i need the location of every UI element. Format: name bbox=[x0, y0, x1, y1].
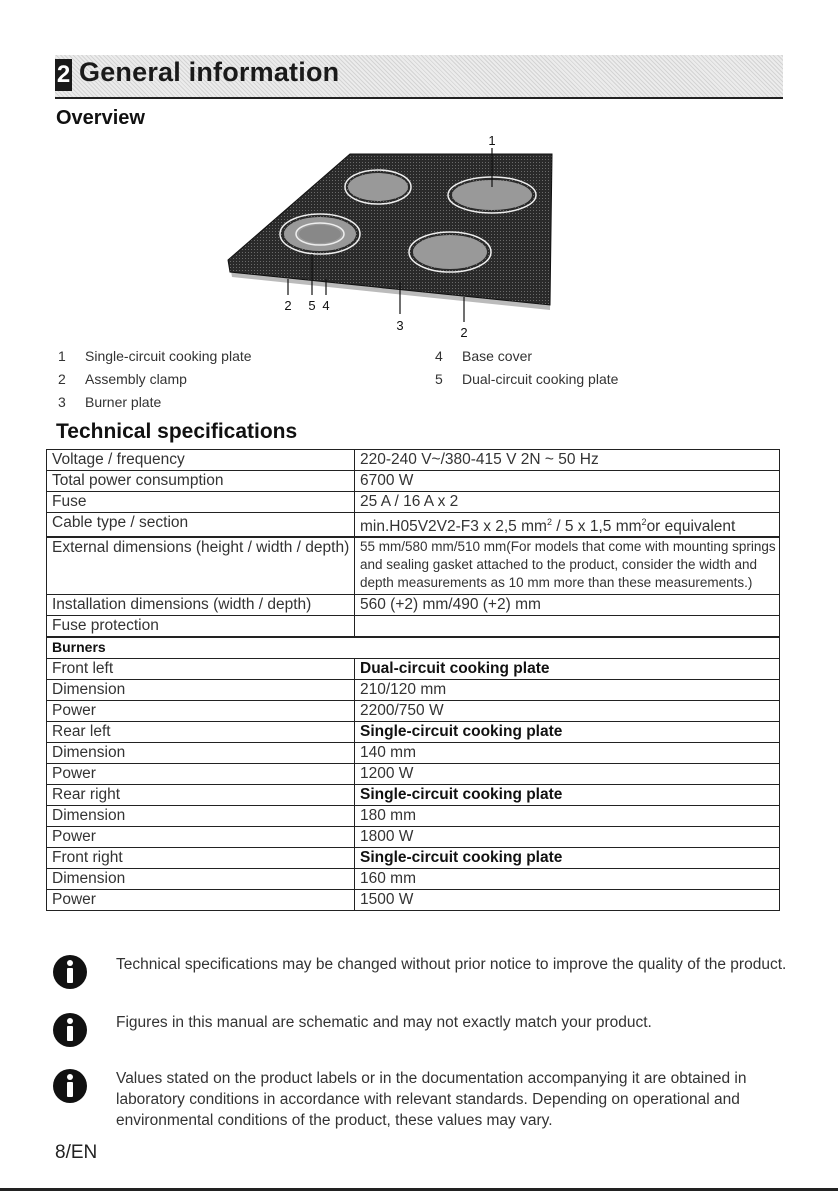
callout-5: 5 bbox=[308, 298, 316, 313]
table-row: Total power consumption 6700 W bbox=[47, 471, 780, 492]
legend-item: 4 Base cover bbox=[435, 348, 533, 364]
table-row: Power 1200 W bbox=[47, 764, 780, 785]
table-row: Rear left Single-circuit cooking plate bbox=[47, 722, 780, 743]
burner-front-left-dual bbox=[280, 214, 360, 254]
table-row: Dimension 210/120 mm bbox=[47, 680, 780, 701]
table-row: Power 1800 W bbox=[47, 827, 780, 848]
callout-3: 3 bbox=[396, 318, 404, 333]
callout-4: 4 bbox=[322, 298, 330, 313]
callout-2a: 2 bbox=[284, 298, 292, 313]
section-title: General information bbox=[79, 57, 340, 87]
table-row: Power 1500 W bbox=[47, 890, 780, 911]
overview-heading: Overview bbox=[56, 107, 145, 129]
table-row: Dimension 160 mm bbox=[47, 869, 780, 890]
table-row: Fuse 25 A / 16 A x 2 bbox=[47, 492, 780, 513]
legend-item: 1 Single-circuit cooking plate bbox=[58, 348, 252, 364]
info-icon bbox=[52, 954, 88, 990]
table-row: Front right Single-circuit cooking plate bbox=[47, 848, 780, 869]
tech-spec-heading: Technical specifications bbox=[56, 420, 298, 443]
callout-1: 1 bbox=[488, 133, 496, 148]
legend-item: 2 Assembly clamp bbox=[58, 371, 187, 387]
cable-value: min.H05V2V2-F3 x 2,5 $mm^2 / 5$ x 1,5 $mm^2or$ equivalent bbox=[355, 513, 780, 538]
table-row: Rear right Single-circuit cooking plate bbox=[47, 785, 780, 806]
info-icon bbox=[52, 1012, 88, 1048]
callout-2b: 2 bbox=[460, 325, 468, 340]
spec-table bbox=[46, 449, 780, 911]
table-row: Burners bbox=[47, 637, 780, 659]
legend-item: 5 Dual-circuit cooking plate bbox=[435, 371, 619, 387]
table-row: External dimensions (height / width / depth) 55 mm/580 mm/510 mm(For models that come with mounting springs and sealing gasket attached to the product, consider the width and depth measurements as 10 mm more than these measurements.) bbox=[47, 537, 780, 595]
section-banner bbox=[55, 55, 783, 99]
table-row: Dimension 180 mm bbox=[47, 806, 780, 827]
table-row: Fuse protection bbox=[47, 616, 780, 638]
legend-item: 3 Burner plate bbox=[58, 394, 162, 410]
table-row: Power 2200/750 W bbox=[47, 701, 780, 722]
table-row: Cable type / section min.H05V2V2-F3 x 2,5 $mm^2 / 5$ x 1,5 $mm^2or$ equivalent bbox=[47, 513, 780, 538]
burner-front-right bbox=[409, 232, 491, 272]
table-row: Front left Dual-circuit cooking plate bbox=[47, 659, 780, 680]
info-icon bbox=[52, 1068, 88, 1104]
table-row: Dimension 140 mm bbox=[47, 743, 780, 764]
table-row: Installation dimensions (width / depth) 560 (+2) mm/490 (+2) mm bbox=[47, 595, 780, 616]
cooktop-diagram bbox=[200, 132, 580, 342]
table-row: Voltage / frequency 220-240 V~/380-415 V 2N ~ 50 Hz bbox=[47, 450, 780, 471]
burner-rear-left bbox=[345, 170, 411, 204]
section-number: 2 bbox=[55, 59, 72, 91]
page-number: 8/EN bbox=[55, 1142, 98, 1163]
